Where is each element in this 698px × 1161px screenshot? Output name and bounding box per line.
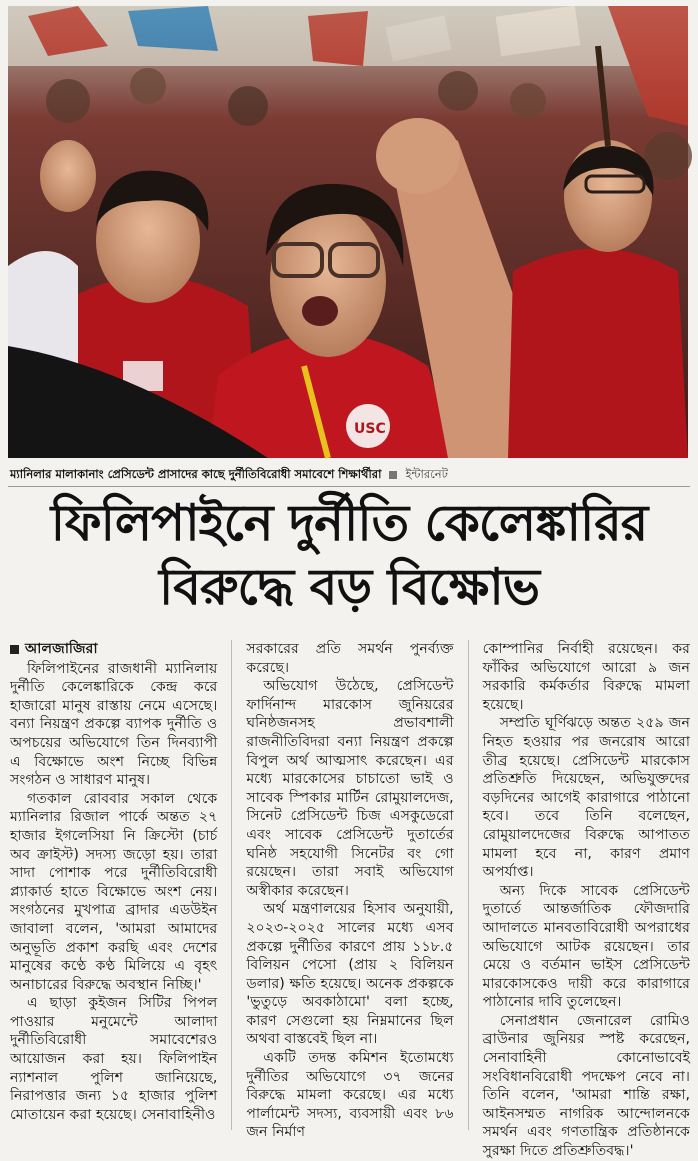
- byline-square-icon: [10, 645, 19, 654]
- article-column-1: [10, 640, 217, 1130]
- caption-text: ম্যানিলার মালাকানাং প্রেসিডেন্ট প্রাসাদের কাছে দুর্নীতিবিরোধী সমাবেশে শিক্ষার্থীরা: [10, 467, 382, 481]
- headline-line-1: ফিলিপাইনে দুর্নীতি কেলেঙ্কারির: [50, 494, 648, 552]
- protest-photo-illustration: [8, 6, 688, 458]
- headline: [8, 492, 690, 632]
- article-body: [10, 640, 690, 1160]
- paragraph: অভিযোগ উঠেছে, প্রেসিডেন্ট ফার্দিনান্দ মারকোস জুনিয়রের ঘনিষ্ঠজনসহ প্রভাবশালী রাজনীতিবিদরা বন্যা নিয়ন্ত্রণ প্রকল্পে বিপুল অর্থ আত্মসাৎ করেছেন। এর মধ্যে মারকোসের চাচাতো ভাই ও সাবেক স্পিকার মার্টিন রোমুয়ালদেজ, সিনেট প্রেসিডেন্ট চিজ এসকুডেরো এবং সাবেক প্রেসিডেন্ট দুতার্তের ঘনিষ্ঠ সহযোগী সিনেটর বং গো রয়েছেন। তারা সবাই অভিযোগ অস্বীকার করেছেন।: [246, 678, 454, 899]
- paragraph: গতকাল রোববার সকাল থেকে ম্যানিলার রিজাল পার্কে অন্তত ২৭ হাজার ইগলেসিয়া নি ক্রিস্টো (চার্চ অব ক্রাইস্ট) সদস্য জড়ো হয়। তারা সাদা পোশাক পরে দুর্নীতিবিরোধী প্ল্যাকার্ড হাতে বিক্ষোভে অংশ নেয়। সংগঠনের মুখপাত্র ব্রাদার এডউইন জাবালা বলেন, 'আমরা আমাদের অনুভূতি প্রকাশ করছি এবং দেশের মানুষের কণ্ঠে কণ্ঠ মিলিয়ে এ বৃহৎ অনাচারের বিরুদ্ধে অবস্থান নিচ্ছি।': [10, 790, 218, 993]
- news-photo: [8, 6, 688, 458]
- caption-separator-square: [389, 471, 397, 479]
- photo-caption: [10, 466, 690, 484]
- caption-rule: [8, 486, 690, 487]
- byline: [10, 640, 217, 659]
- paragraph: কোম্পানির নির্বাহী রয়েছেন। কর ফাঁকির অভিযোগে আরো ৯ জন সরকারি কর্মকর্তার বিরুদ্ধে মামলা হয়েছে।: [482, 641, 690, 713]
- paragraph: সম্প্রতি ঘূর্ণিঝড়ে অন্তত ২৫৯ জন নিহত হওয়ার পর জনরোষ আরো তীব্র হয়েছে। প্রেসিডেন্ট মারকোস প্রতিশ্রুতি দিয়েছেন, অভিযুক্তদের বড়দিনের আগেই কারাগারে পাঠানো হবে। তবে তিনি বলেছেন, রোমুয়ালদেজের বিরুদ্ধে আপাতত মামলা হবে না, কারণ প্রমাণ অপর্যাপ্ত।: [482, 715, 690, 881]
- headline-line-2: বিরুদ্ধে বড় বিক্ষোভ: [158, 558, 540, 616]
- paragraph: ফিলিপাইনের রাজধানী ম্যানিলায় দুর্নীতি কেলেঙ্কারিকে কেন্দ্র করে হাজারো মানুষ রাস্তায় নেমে এসেছে। বন্যা নিয়ন্ত্রণ প্রকল্পে ব্যাপক দুর্নীতি ও অপচয়ের অভিযোগে তিন দিনব্যাপী এ বিক্ষোভে অংশ নিচ্ছে বিভিন্ন সংগঠন ও সাধারণ মানুষ।: [10, 660, 218, 789]
- article-column-3: [482, 640, 690, 1160]
- paragraph: সরকারের প্রতি সমর্থন পুনর্ব্যক্ত করেছে।: [246, 641, 454, 676]
- column-divider: [231, 640, 232, 1130]
- paragraph: একটি তদন্ত কমিশন ইতোমধ্যে দুর্নীতির অভিযোগে ৩৭ জনের বিরুদ্ধে মামলা করেছে। এর মধ্যে পার্লামেন্ট সদস্য, ব্যবসায়ী এবং ৮৬ জন নির্মাণ: [246, 1050, 454, 1141]
- paragraph: সেনাপ্রধান জেনারেল রোমিও ব্রাউনার জুনিয়র স্পষ্ট করেছেন, সেনাবাহিনী কোনোভাবেই সংবিধানবিরোধী পদক্ষেপ নেবে না। তিনি বলেন, 'আমরা শান্তি রক্ষা, আইনসম্মত নাগরিক আন্দোলনকে সমর্থন এবং গণতান্ত্রিক প্রতিষ্ঠানকে সুরক্ষা দিতে প্রতিশ্রুতিবদ্ধ।': [482, 1012, 690, 1160]
- paragraph: অন্য দিকে সাবেক প্রেসিডেন্ট দুতার্তে আন্তর্জাতিক ফৌজদারি আদালতে মানবতাবিরোধী অপরাধের অভিযোগে আটক রয়েছেন। তার মেয়ে ও বর্তমান ভাইস প্রেসিডেন্ট মারকোসকেও দায়ী করে কারাগারে পাঠানোর দাবি তুলেছেন।: [482, 882, 690, 1011]
- paragraph: অর্থ মন্ত্রণালয়ের হিসাব অনুযায়ী, ২০২৩-২০২৫ সালের মধ্যে এসব প্রকল্পে দুর্নীতির কারণে প্রায় ১১৮.৫ বিলিয়ন পেসো (প্রায় ২ বিলিয়ন ডলার) ক্ষতি হয়েছে। অনেক প্রকল্পকে 'ভুতুড়ে অবকাঠামো' বলা হচ্ছে, কারণ সেগুলো হয় নিম্নমানের ছিল অথবা বাস্তবেই ছিল না।: [246, 901, 454, 1048]
- byline-source: আলজাজিরা: [25, 641, 98, 657]
- paragraph: এ ছাড়া কুইজন সিটির পিপল পাওয়ার মনুমেন্টে আলাদা দুর্নীতিবিরোধী সমাবেশেরও আয়োজন করা হয়। ফিলিপাইন ন্যাশনাল পুলিশ জানিয়েছে, নিরাপত্তার জন্য ১৫ হাজার পুলিশ মোতায়েন করা হয়েছে। সেনাবাহিনীও: [10, 995, 218, 1123]
- column-divider: [468, 640, 469, 1130]
- caption-credit: ইন্টারনেট: [405, 467, 448, 481]
- article-column-2: [246, 640, 454, 1141]
- shirt-logo-text: USC: [354, 421, 386, 437]
